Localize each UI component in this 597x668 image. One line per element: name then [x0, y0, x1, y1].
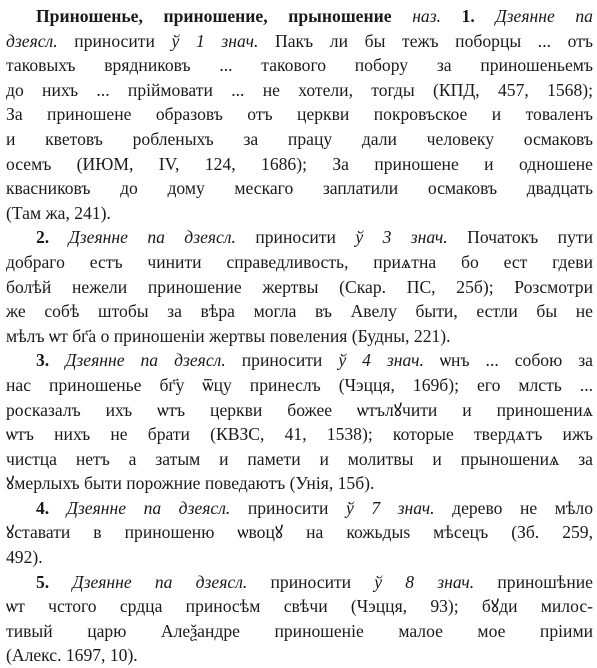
sense-1 — [6, 4, 593, 225]
gloss-label: Дзеянне па дзеясл. — [66, 497, 231, 518]
citation-line: (Алекс. 1697, 10). — [6, 645, 138, 666]
gloss-label: Дзеянне па — [495, 6, 593, 26]
ref-label: ў 8 знач. — [374, 571, 475, 592]
citation-line: таковыхъ врядниковъ ... такового побору за приношеньемъ — [6, 55, 593, 76]
gloss-label: Дзеянне па дзеясл. — [68, 227, 236, 248]
citation-line: добраго естъ чинити справедливость, приѧтна бо ест гдеви — [6, 251, 593, 272]
gloss-label: Дзеянне па дзеясл. — [65, 350, 226, 371]
verb: приносити — [255, 227, 336, 248]
part-of-speech: наз. — [412, 6, 441, 26]
citation-line: осемъ (ИЮМ, IV, 124, 1686); За приношене и одношене — [6, 153, 593, 174]
sense-5 — [6, 570, 593, 668]
citation-line: приношѣние — [497, 571, 593, 592]
citation-line: росказалъ ихъ ѡтъ церкви божее ѡтълꙋчити и приношениѧ — [6, 399, 593, 420]
citation-line: тивый царю Алеѯандре приношеніе малое мое пріими — [6, 620, 593, 641]
citation-line: ѡтъ нихъ не брати (КВЗС, 41, 1538); которые твердѧтъ ижъ — [6, 424, 593, 445]
citation-line: ѡт чстого срдца приносѣм свѣчи (Чэцця, 93); бꙋди милос- — [6, 596, 593, 617]
citation-line: и кветовъ робленыхъ за працу дали человеку осмаковъ — [6, 128, 593, 149]
gloss-label: Дзеянне па дзеясл. — [72, 571, 248, 592]
citation-line: 492). — [6, 547, 43, 568]
gloss-label-cont: дзеясл. — [6, 30, 58, 51]
citation-line: ѡнъ ... собою за — [439, 350, 593, 371]
citation-line: квасниковъ до дому мескаго заплатили осмаковъ двадцать — [6, 178, 593, 199]
ref-label: ў 7 знач. — [345, 497, 435, 518]
verb: приносити — [241, 350, 323, 371]
ref-label: ў 3 знач. — [355, 227, 448, 248]
citation-line: мѣлъ ѡт бг҃а о приношеніи жертвы повеления (Будны, 221). — [6, 325, 451, 346]
citation-line: до нихъ ... пріймовати ... не хотели, тогды (КПД, 457, 1568); — [6, 79, 593, 100]
sense-number: 2. — [36, 227, 50, 248]
citation-line: ꙋставати в приношеню ѡвоцꙋ на кожьдыѕ мѣсецъ (Зб. 259, — [6, 522, 593, 543]
citation-line: Початокъ пути — [467, 227, 593, 248]
sense-number: 1. — [461, 6, 475, 26]
citation-line: За приношене образовъ отъ церкви покровъское и товаленъ — [6, 104, 593, 125]
citation-line: чистца нетъ а затым и памети и молитвы и прыношениѧ за — [6, 448, 593, 469]
citation-line: же собѣ штобы за вѣра могла въ Авелу быти, естли бы не — [6, 301, 593, 322]
citation-line: болѣй нежели приношение жертвы (Скар. ПС, 25б); Розсмотри — [6, 276, 593, 297]
sense-4 — [6, 496, 593, 570]
sense-3 — [6, 348, 593, 496]
ref-label: ў 1 знач. — [171, 30, 259, 51]
verb: приносити — [247, 497, 329, 518]
headword: Приношенье, приношение, прыношение — [36, 6, 392, 26]
citation-line: (Там жа, 241). — [6, 202, 111, 223]
sense-2 — [6, 225, 593, 348]
sense-number: 5. — [36, 571, 50, 592]
citation-line: дерево не мѣло — [452, 497, 594, 518]
ref-label: ў 4 знач. — [338, 350, 424, 371]
sense-number: 3. — [36, 350, 50, 371]
verb: приносити — [74, 30, 155, 51]
citation-line: Пакъ ли бы тежъ поборцы ... отъ — [275, 30, 593, 51]
verb: приносити — [270, 571, 352, 592]
citation-line: нас приношенье бг҃у ѿцу принеслъ (Чэцця, 169б); его млсть ... — [6, 374, 593, 395]
sense-number: 4. — [36, 497, 50, 518]
citation-line: ꙋмерлыхъ быти порожние поведаютъ (Унія, 15б). — [6, 473, 375, 494]
